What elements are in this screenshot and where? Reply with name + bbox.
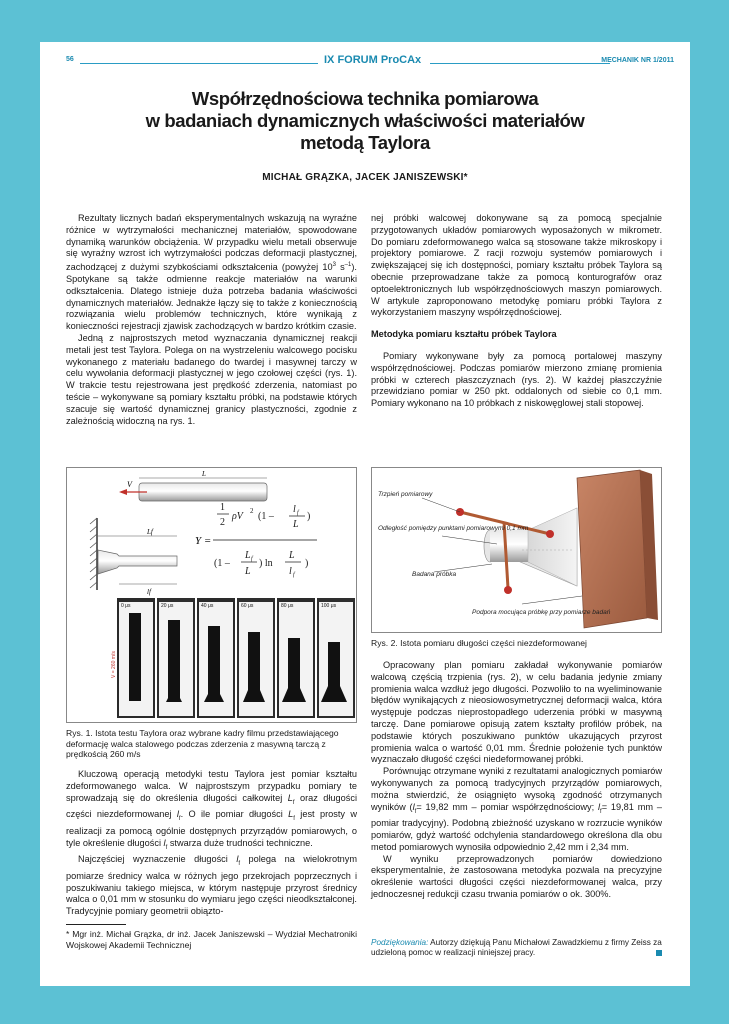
column-left-top: [66, 213, 357, 427]
end-mark: [656, 950, 662, 956]
svg-text:L: L: [245, 566, 251, 577]
svg-text:f: f: [293, 572, 295, 578]
svg-text:1: 1: [220, 502, 225, 513]
svg-text:(1 –: (1 –: [258, 511, 274, 522]
figure-1-caption: Rys. 1. Istota testu Taylora oraz wybrane kadry filmu przedstawiającego deformację walca stalowego podczas zderzenia z masywną tarczą z prędkością 260 m/s: [66, 728, 339, 760]
svg-text:f: f: [251, 556, 253, 562]
taylor-test-diagram: [67, 468, 356, 722]
page-number: 56: [66, 56, 74, 63]
svg-text:L: L: [245, 550, 251, 561]
ack-label: Podziękowania:: [371, 938, 429, 947]
svg-text:): ): [305, 558, 309, 569]
paragraph: Porównując otrzymane wyniki z rezultatami analogicznych pomiarów wykonywanych za pomocą tradycyjnych przyrządów pomiarowych, można stwierdzić, że osiągnięto wysoką zgodność otrzymanych wyników ($l_f= 19,82$ mm – pomiar współrzędnościowy; $l_f= 19,81$ mm – pomiar tradycyjny). Podobną zbieżność uzyskano w rozrzucie wyników pomiarów, gdyż wartość odchylenia standardowego określona dla obu metod pomiarowych wynosiła odpowiednio 2,42 mm i 2,34 mm.: [371, 766, 662, 852]
svg-text:L: L: [289, 550, 295, 561]
header-rule-left: [80, 63, 318, 64]
frame-label: 80 μs: [281, 603, 294, 609]
speed-label: V = 260 m/s: [111, 651, 117, 678]
formula-y: Y =: [195, 535, 212, 547]
paragraph: W wyniku przeprowadzonych pomiarów dowiedziono eksperymentalnie, że zastosowana metodyka pozwala na precyzyjne określenie wartości długości części niezdeformowanej walca, przy jednoczesnej redukcji czasu trwania pomiarów o ok. 300%.: [371, 853, 662, 899]
svg-text:l: l: [289, 566, 292, 577]
frame-label: 100 μs: [321, 603, 337, 609]
paragraph: Pomiary wykonywane były za pomocą portalowej maszyny współrzędnościowej. Podczas pomiarów mierzono zmianę promienia próbki w czterech płaszczyznach (rys. 2). W każdej płaszczyźnie przewidziano pomiar w 250 pkt. oddalonych od siebie co 0,1 mm. Pomiary wykonano na 10 próbkach z niskowęglowej stali stopowej.: [371, 350, 662, 409]
frame-label: 60 μs: [241, 603, 254, 609]
length-label: L: [202, 470, 206, 478]
svg-text:(1 –: (1 –: [214, 558, 230, 569]
svg-text:): ): [307, 511, 311, 522]
svg-text:) ln: ) ln: [259, 558, 273, 569]
title-line: Współrzędnościowa technika pomiarowa: [191, 88, 539, 109]
paragraph: Najczęściej wyznaczenie długości $l_f$ polega na wielokrotnym pomiarze średnicy walca w różnych jego przekrojach poprzecznych i poszukiwaniu takiego miejsca, w którym następuje przyrost średnicy walca o 0,01 mm w stosunku do wymiaru jego części nieodkształconej. Tradycyjnie pomiary geometrii obiązto-: [66, 854, 357, 917]
stylus-label: Trzpień pomiarowy: [378, 491, 433, 498]
footnote: [66, 924, 357, 950]
header-rule-right: [430, 63, 610, 64]
svg-text:2: 2: [220, 517, 225, 528]
figure-2: [371, 467, 662, 633]
paragraph: nej próbki walcowej dokonywane są za pomocą specjalnie przygotowanych układów pomiarowych wyposażonych w mikrometr. Do pomiaru zdeformowanego walca są stosowane także mikroskopy i projektory pomiarowe. Z racji rozwoju systemów pomiarowych i zwiększającej się ich dostępności, pomiary kształtu próbek Taylora są obecnie przeprowadzane także za pomocą konturografów oraz optoelektronicznych lub współrzędnościowych maszyn pomiarowych. W artykule zaproponowano metodykę pomiaru próbki Taylora z wykorzystaniem maszyny współrzędnościowej.: [371, 213, 662, 318]
paragraph: Kluczową operacją metodyki testu Taylora jest pomiar kształtu zdeformowanego walca. W najprostszym przypadku pomiary te sprowadzają się do określenia długości całkowitej $L_f$ oraz długości części niezdeformowanej $l_f$. O ile pomiar długości $L_f$ jest prosty w realizacji za pomocą ogólnie dostępnych przyrządów pomiarowych, o tyle określenie długości $l_f$ stwarza duże trudności techniczne.: [66, 769, 357, 851]
section-heading: Metodyka pomiaru kształtu próbek Taylora: [371, 329, 557, 340]
svg-text:f: f: [297, 510, 299, 516]
column-right-top: [371, 213, 662, 410]
distance-label: Odległość pomiędzy punktami pomiarowymi 0,1 mm: [378, 525, 529, 532]
page-header: [66, 54, 674, 68]
sample-label: Badana próbka: [412, 571, 457, 578]
footnote-text: * Mgr inż. Michał Grązka, dr inż. Jacek Janiszewski – Wydział Mechatroniki Wojskowej Akademii Technicznej: [66, 929, 357, 950]
magazine-issue: MECHANIK NR 1/2011: [601, 57, 674, 64]
frame-label: 20 μs: [161, 603, 174, 609]
film-frames: [111, 598, 355, 718]
title-line: metodą Taylora: [300, 132, 430, 153]
svg-text:L: L: [293, 519, 299, 530]
paragraph: Opracowany plan pomiaru zakładał wykonywanie pomiarów walcową częścią trzpienia (rys. 2), w celu badania jedynie zmiany promienia walca wzdłuż jego długości. Pozwoliło to na wyeliminowanie błędów wynikających z nieosiowosymetrycznej deformacji walca, która występuje podczas nieprostopadłego uderzenia próbki w masywną tarczę. Dane pomiarowe opisują zatem kształty profilów próbek, na podstawie których poszukiwano punktów ukazujących przyrost promienia walca o wartość 0,01 mm. Średnie położenie tych punktów wyznaczało długość części niedeformowanej próbki.: [371, 660, 662, 765]
measurement-diagram: [372, 468, 661, 632]
page: [40, 42, 690, 986]
column-right-bottom: [371, 660, 662, 901]
forum-title: IX FORUM ProCAx: [324, 54, 422, 66]
paragraph: Jedną z najprostszych metod wyznaczania dynamicznej reakcji metali jest test Taylora. Polega on na wystrzeleniu walcowego pocisku wykonanego z materiału badanego do twardej i masywnej tarczy w celu wywołania deformacji plastycznej w jego czołowej części (rys. 1). W trakcie testu rejestrowana jest prędkość zderzenia, natomiast po teście – wykonywane są pomiary kształtu próbki, na podstawie których szacuje się wartość dynamicznej granicy plastyczności, zgodnie z zależnością widoczną na rys. 1.: [66, 333, 357, 426]
figure-1: [66, 467, 357, 723]
title-line: w badaniach dynamicznych właściwości materiałów: [145, 110, 585, 131]
frame-label: 0 μs: [121, 603, 131, 609]
svg-text:2: 2: [250, 507, 254, 515]
frame-label: 40 μs: [201, 603, 214, 609]
velocity-label: V: [127, 480, 132, 489]
support-label: Podpora mocująca próbkę przy pomiarze badań: [472, 609, 611, 616]
article-title: [80, 88, 650, 154]
acknowledgements: [371, 938, 662, 958]
authors: MICHAŁ GRĄZKA, JACEK JANISZEWSKI*: [262, 172, 468, 183]
column-left-bottom: [66, 769, 357, 918]
undeformed-length-label: lf: [147, 588, 151, 596]
svg-text:ρV: ρV: [232, 511, 243, 522]
figure-2-caption: Rys. 2. Istota pomiaru długości części niezdeformowanej: [371, 638, 587, 648]
ack-text: Autorzy dziękują Panu Michałowi Zawadzkiemu z firmy Zeiss za udzieloną pomoc w realizacji niniejszej pracy.: [371, 938, 662, 957]
paragraph: Rezultaty licznych badań eksperymentalnych wskazują na wyraźne różnice w wytrzymałości mechanicznej materiałów, spowodowane dynamiką warunków obciążenia. W przypadku wielu metali obserwuje się wyraźny wzrost ich wytrzymałości podczas deformacji plastycznej, zachodzącej z dużymi szybkościami odkształcenia (powyżej $10^3$ $s^{-1}$). Spotykane są także odmienne reakcje materiałów na warunki odkształcenia. Dlatego istnieje duża potrzeba badania właściwości dynamicznych materiałów. Jednakże łączy się to także z koniecznością rozwiązania wielu problemów technicznych, które wynikają z konieczności rejestracji zjawisk zachodzących w bardzo krótkim czasie.: [66, 213, 357, 332]
svg-text:l: l: [293, 504, 296, 515]
deformed-length-label: Lf: [147, 528, 153, 536]
footnote-rule: [66, 924, 126, 925]
